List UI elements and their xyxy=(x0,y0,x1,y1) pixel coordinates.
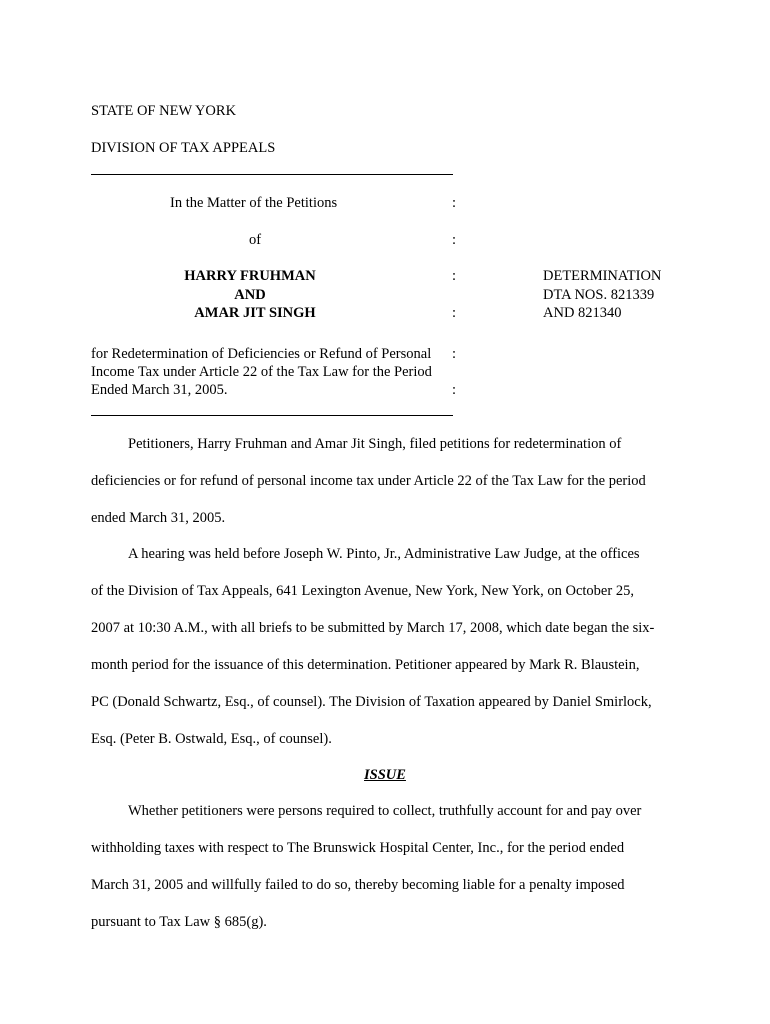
determination-title: DETERMINATION xyxy=(543,268,662,284)
body-text-line: month period for the issuance of this determination. Petitioner appeared by Mark R. Blaustein, xyxy=(91,657,640,673)
petitioner-name-1: HARRY FRUHMAN xyxy=(184,268,316,284)
body-text-line: withholding taxes with respect to The Brunswick Hospital Center, Inc., for the period ended xyxy=(91,840,625,856)
dta-numbers-cont: AND 821340 xyxy=(543,305,622,321)
dta-numbers: DTA NOS. 821339 xyxy=(543,287,655,303)
caption-bottom-rule xyxy=(91,415,453,416)
body-text-line: of the Division of Tax Appeals, 641 Lexington Avenue, New York, New York, on October 25, xyxy=(91,583,634,599)
body-text-line: 2007 at 10:30 A.M., with all briefs to be submitted by March 17, 2008, which date began the six- xyxy=(91,620,655,636)
body-text-line: deficiencies or for refund of personal income tax under Article 22 of the Tax Law for the period xyxy=(91,473,646,489)
body-text-line: Whether petitioners were persons required to collect, truthfully account for and pay over xyxy=(128,803,642,819)
caption-colon: : xyxy=(452,305,457,321)
petitioner-conjunction: AND xyxy=(234,287,266,303)
body-text-line: March 31, 2005 and willfully failed to do so, thereby becoming liable for a penalty imposed xyxy=(91,877,625,893)
caption-colon: : xyxy=(452,268,457,284)
division-heading: DIVISION OF TAX APPEALS xyxy=(91,140,276,156)
body-text-line: Esq. (Peter B. Ostwald, Esq., of counsel). xyxy=(91,731,332,747)
body-text-line: pursuant to Tax Law § 685(g). xyxy=(91,914,267,930)
caption-colon: : xyxy=(452,382,457,398)
matter-line: In the Matter of the Petitions xyxy=(170,195,338,211)
body-text-line: A hearing was held before Joseph W. Pinto, Jr., Administrative Law Judge, at the offices xyxy=(128,546,640,562)
caption-colon: : xyxy=(452,195,457,211)
body-text-line: ended March 31, 2005. xyxy=(91,510,226,526)
caption-purpose-line: for Redetermination of Deficiencies or Refund of Personal xyxy=(91,346,432,362)
caption-colon: : xyxy=(452,346,457,362)
issue-heading: ISSUE xyxy=(364,767,406,783)
body-text-line: PC (Donald Schwartz, Esq., of counsel). The Division of Taxation appeared by Daniel Smirlock, xyxy=(91,694,652,710)
caption-purpose-line: Ended March 31, 2005. xyxy=(91,382,228,398)
state-heading: STATE OF NEW YORK xyxy=(91,103,237,119)
caption-purpose-line: Income Tax under Article 22 of the Tax Law for the Period xyxy=(91,364,432,380)
caption-top-rule xyxy=(91,174,453,175)
caption-colon: : xyxy=(452,232,457,248)
of-line: of xyxy=(249,232,262,248)
petitioner-name-2: AMAR JIT SINGH xyxy=(194,305,316,321)
body-text-line: Petitioners, Harry Fruhman and Amar Jit Singh, filed petitions for redetermination of xyxy=(128,436,622,452)
